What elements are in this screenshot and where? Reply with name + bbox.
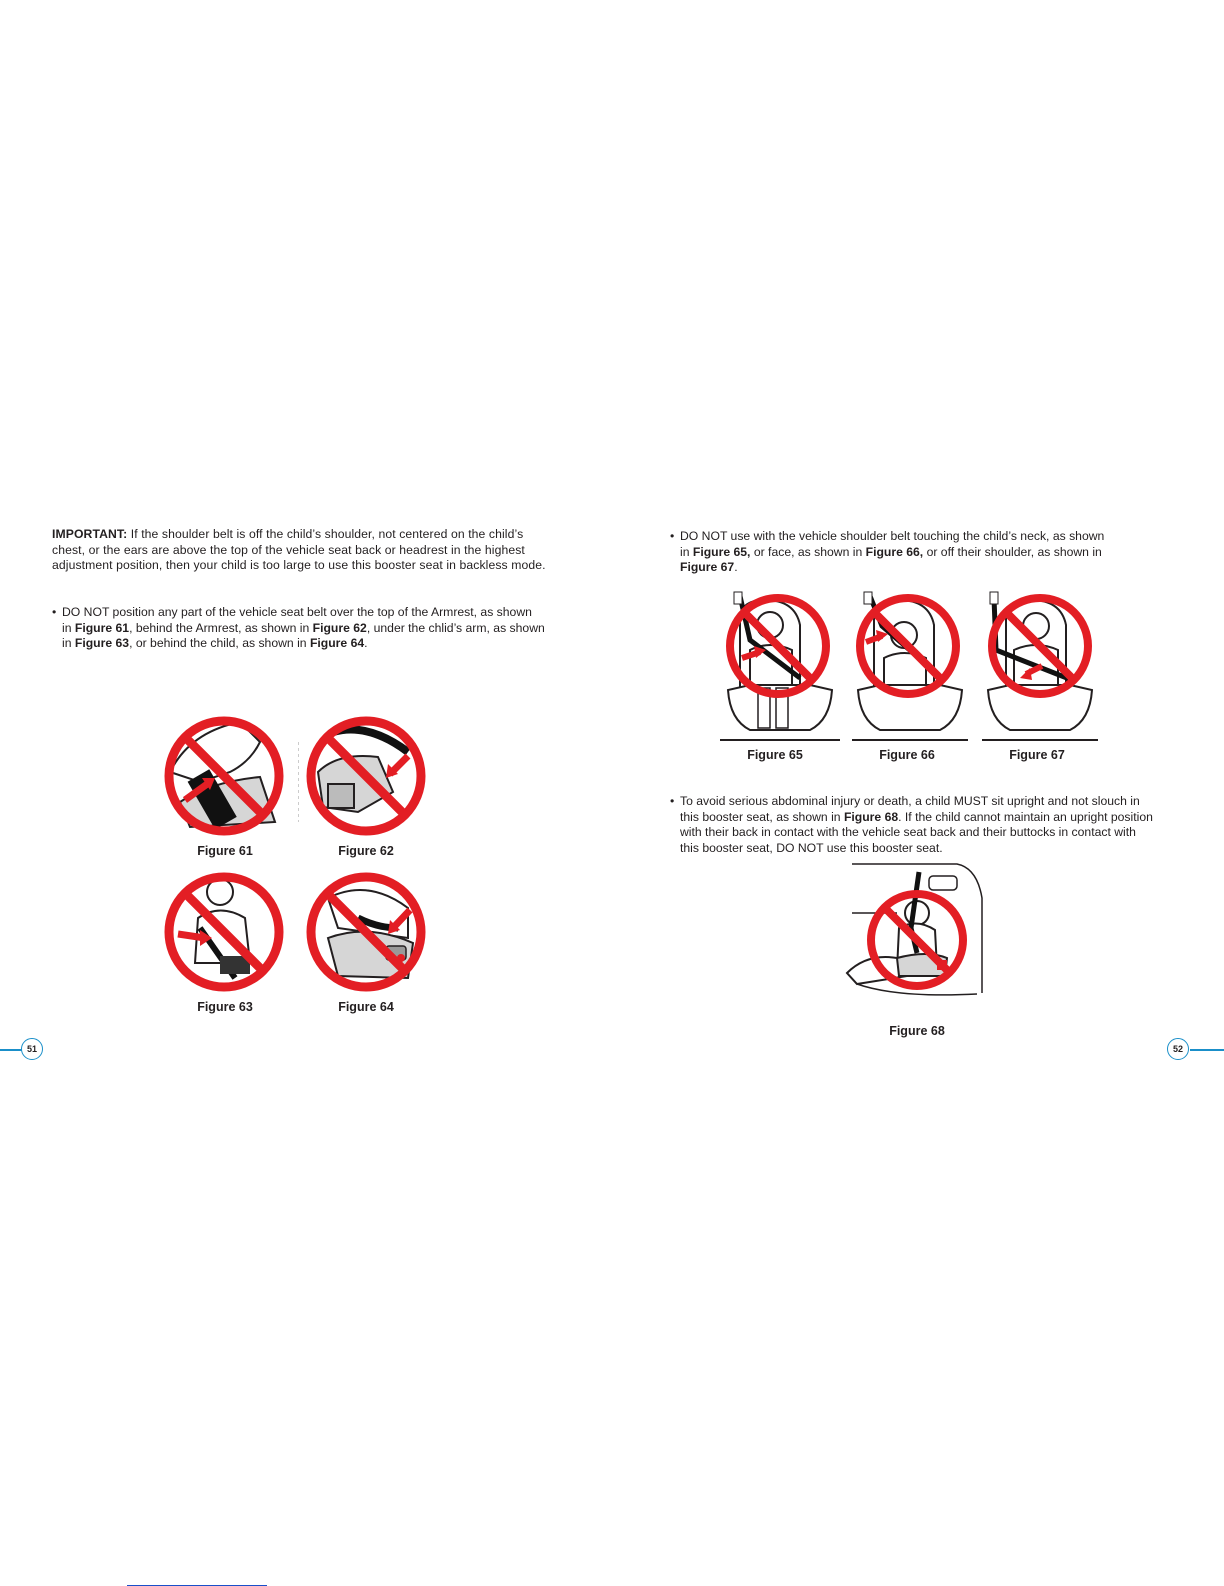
page-number-rule (0, 1049, 22, 1051)
bullet-dot: • (52, 605, 57, 619)
slouch-warning-bullet: • To avoid serious abdominal injury or death, a child MUST sit upright and not slouch in this booster seat, as shown in Figure 68. If the child cannot maintain an upright position with their back in contact with the vehicle seat back and their buttocks in contact with this booster seat, DO NOT use this booster seat. (670, 794, 1153, 855)
important-label: IMPORTANT: (52, 527, 128, 541)
bullet-dot: • (670, 529, 675, 543)
figure-67-caption: Figure 67 (1009, 748, 1065, 762)
figure-61-image (160, 712, 290, 840)
figure-65-image (720, 590, 840, 744)
page-number-rule (1190, 1049, 1224, 1051)
figure-65-caption: Figure 65 (747, 748, 803, 762)
armrest-warning-bullet: • DO NOT position any part of the vehicle seat belt over the top of the Armrest, as shown in Figure 61, behind the Armrest, as shown in Figure 62, under the chlid’s arm, as shown in Figure 63, or behind the child, as shown in Figure 64. (52, 605, 545, 650)
figure-66-image (852, 590, 968, 744)
figure-62-caption: Figure 62 (338, 844, 394, 858)
bullet-dot: • (670, 794, 675, 808)
shoulder-belt-warning-bullet: • DO NOT use with the vehicle shoulder belt touching the child’s neck, as shown in Figure 65, or face, as shown in Figure 66, or off their shoulder, as shown in Figure 67. (670, 529, 1105, 574)
right-page (612, 0, 1224, 1584)
important-paragraph: IMPORTANT: If the shoulder belt is off the child’s shoulder, not centered on the child’s chest, or the ears are above the top of the vehicle seat back or headrest in the highest adjustment position, then your child is too large to use this booster seat in backless mode. (52, 527, 546, 572)
figure-62-image (298, 712, 440, 840)
figure-64-image (298, 868, 440, 1000)
figure-68-image (837, 858, 997, 1006)
page-number: 51 (21, 1038, 43, 1060)
page-number: 52 (1167, 1038, 1189, 1060)
left-page (0, 0, 612, 1584)
figure-66-caption: Figure 66 (879, 748, 935, 762)
figure-61-caption: Figure 61 (197, 844, 253, 858)
figure-63-image (160, 868, 290, 1000)
figure-67-image (982, 590, 1098, 744)
figure-64-caption: Figure 64 (338, 1000, 394, 1014)
figure-68-caption: Figure 68 (889, 1024, 945, 1038)
figure-63-caption: Figure 63 (197, 1000, 253, 1014)
